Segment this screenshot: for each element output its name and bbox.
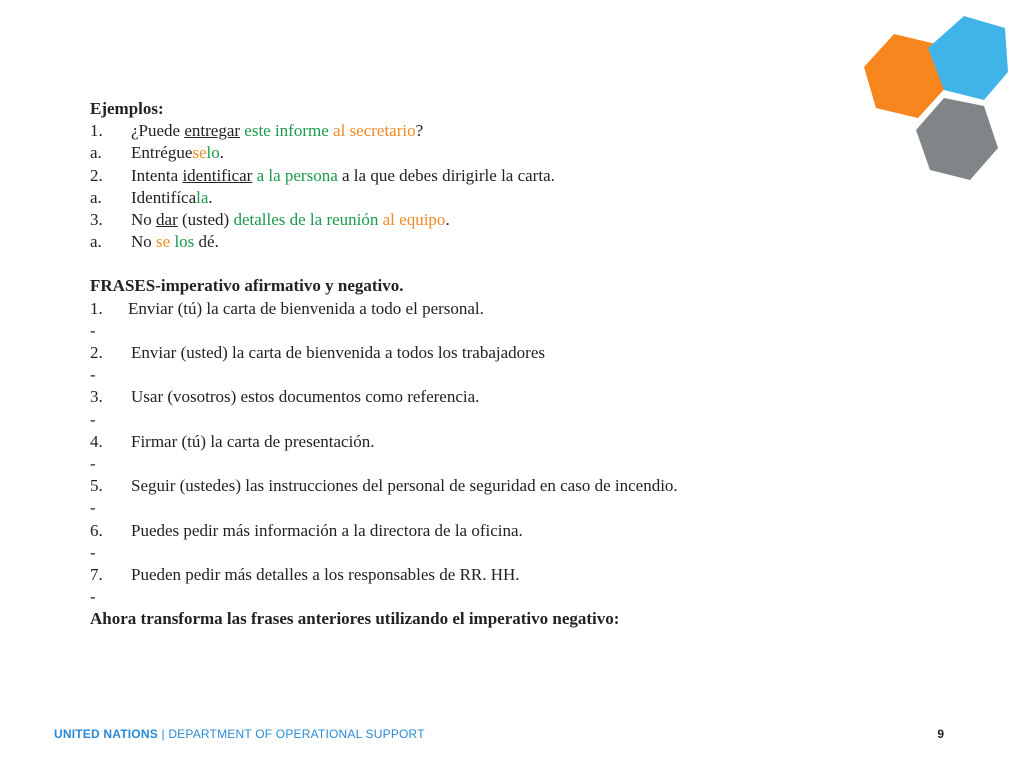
direct-pronoun-green: la xyxy=(196,187,209,207)
list-number: 5. xyxy=(90,476,103,496)
example-line-2a xyxy=(90,187,950,209)
text-segment: Identifíca xyxy=(131,187,197,207)
text-segment: Intenta xyxy=(131,165,183,185)
list-number: 3. xyxy=(90,210,103,230)
frase-text: Enviar (usted) la carta de bienvenida a todos los trabajadores xyxy=(131,343,545,363)
answer-dash: - xyxy=(90,587,96,607)
frase-text: Usar (vosotros) estos documentos como referencia. xyxy=(131,387,480,407)
direct-object-green: este informe xyxy=(244,121,329,141)
frase-text: Pueden pedir más detalles a los responsables de RR. HH. xyxy=(131,565,520,585)
answer-dash: - xyxy=(90,320,96,340)
list-letter: a. xyxy=(90,232,102,252)
indirect-pronoun-orange: se xyxy=(192,143,207,163)
frase-item-1 xyxy=(90,298,950,320)
text-segment: No xyxy=(131,210,157,230)
list-number: 2. xyxy=(90,165,103,185)
text-segment: ¿Puede xyxy=(131,121,185,141)
indirect-object-orange: al equipo xyxy=(382,210,446,230)
frase-item-3 xyxy=(90,386,950,408)
slide-content xyxy=(90,98,950,631)
frase-item-7 xyxy=(90,564,950,586)
indirect-object-orange: al secretario xyxy=(333,121,416,141)
text-segment: ? xyxy=(415,121,424,141)
footer-org: UNITED NATIONS xyxy=(54,727,158,741)
direct-object-green: a la persona xyxy=(256,165,338,185)
frase-text: Enviar (tú) la carta de bienvenida a todo el personal. xyxy=(128,298,484,318)
frase-item-5 xyxy=(90,475,950,497)
verb-underlined: dar xyxy=(156,210,178,230)
example-line-3 xyxy=(90,209,950,231)
examples-heading: Ejemplos: xyxy=(90,99,164,118)
footer xyxy=(54,727,425,741)
closing-instruction: Ahora transforma las frases anteriores utilizando el imperativo negativo: xyxy=(90,609,620,629)
frase-item-4 xyxy=(90,431,950,453)
direct-pronoun-green: lo xyxy=(206,143,220,163)
list-number: 7. xyxy=(90,565,103,585)
list-number: 1. xyxy=(90,121,103,141)
answer-dash: - xyxy=(90,409,96,429)
text-segment: No xyxy=(131,232,157,252)
direct-object-green: detalles de la reunión xyxy=(233,210,379,230)
footer-separator: | xyxy=(157,727,169,741)
example-line-1a xyxy=(90,142,950,164)
answer-dash: - xyxy=(90,454,96,474)
frase-text: Seguir (ustedes) las instrucciones del personal de seguridad en caso de incendio. xyxy=(131,476,678,496)
text-segment: . xyxy=(208,187,213,207)
answer-dash: - xyxy=(90,542,96,562)
list-number: 4. xyxy=(90,431,103,451)
example-line-3a xyxy=(90,231,950,253)
frases-heading: FRASES-imperativo afirmativo y negativo. xyxy=(90,276,404,296)
verb-underlined: entregar xyxy=(184,121,241,141)
frase-text: Puedes pedir más información a la directora de la oficina. xyxy=(131,520,523,540)
list-number: 1. xyxy=(90,298,103,318)
text-segment: a la que debes dirigirle la carta. xyxy=(337,165,555,185)
direct-pronoun-green: los xyxy=(174,232,195,252)
page-number: 9 xyxy=(937,727,944,741)
text-segment: . xyxy=(445,210,450,230)
spacer xyxy=(90,253,950,275)
answer-dash: - xyxy=(90,365,96,385)
text-segment: . xyxy=(219,143,225,163)
list-number: 6. xyxy=(90,520,103,540)
verb-underlined: identificar xyxy=(182,165,253,185)
example-line-2 xyxy=(90,165,950,187)
list-letter: a. xyxy=(90,143,102,163)
answer-dash: - xyxy=(90,498,96,518)
frase-text: Firmar (tú) la carta de presentación. xyxy=(131,431,375,451)
frase-item-6 xyxy=(90,520,950,542)
text-segment: Entrégue xyxy=(131,143,193,163)
list-letter: a. xyxy=(90,187,102,207)
list-number: 3. xyxy=(90,387,103,407)
list-number: 2. xyxy=(90,343,103,363)
indirect-pronoun-orange: se xyxy=(156,232,171,252)
text-segment: dé. xyxy=(194,232,219,252)
text-segment: (usted) xyxy=(177,210,234,230)
footer-department: DEPARTMENT OF OPERATIONAL SUPPORT xyxy=(168,727,425,741)
example-line-1 xyxy=(90,120,950,142)
frase-item-2 xyxy=(90,342,950,364)
